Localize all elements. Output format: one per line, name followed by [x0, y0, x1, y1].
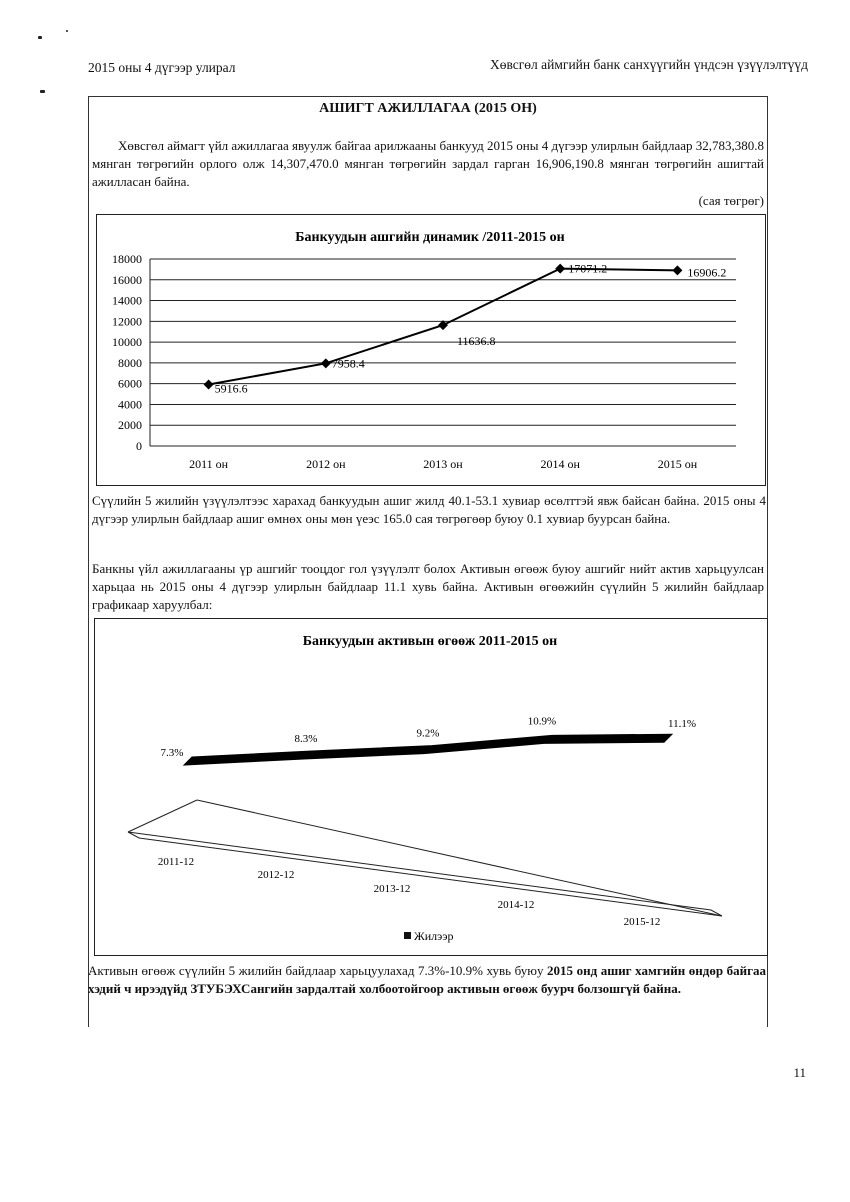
data-label: 17071.2	[568, 261, 608, 276]
data-label: 8.3%	[294, 733, 318, 745]
data-label: 7.3%	[160, 747, 184, 759]
x-tick-label: 2012-12	[257, 869, 295, 881]
x-tick-label: 2011-12	[157, 856, 195, 868]
y-tick-label: 8000	[118, 355, 142, 370]
y-tick-label: 18000	[112, 252, 142, 266]
floor-edge	[197, 800, 722, 916]
scan-speck	[66, 30, 68, 32]
page-header-right: Хөвсгөл аймгийн банк санхүүгийн үндсэн үзүүлэлтүүд	[489, 57, 808, 72]
x-tick-label: 2014-12	[497, 899, 535, 911]
data-label: 7958.4	[331, 356, 365, 371]
data-point	[672, 265, 682, 275]
data-label: 5916.6	[214, 381, 248, 396]
scan-speck	[38, 36, 42, 39]
roa-conclusion-paragraph	[88, 962, 766, 998]
data-point	[204, 380, 214, 390]
scan-speck	[40, 90, 45, 93]
x-tick-label: 2012 он	[306, 457, 346, 471]
legend-label: Жилээр	[414, 929, 454, 943]
section-title: АШИГТ АЖИЛЛАГАА (2015 ОН)	[319, 101, 537, 116]
x-tick-label: 2014 он	[540, 457, 580, 471]
conclusion-bold-text: 2015 онд ашиг хамгийн өндөр байгаа хэдий ч ирээдүйд ЗТУБЭХСангийн зардалтай холбоотойгоор активын өгөөж буурч болзошгүй байна.	[88, 963, 767, 996]
data-label: 9.2%	[416, 727, 440, 740]
chart-title: Банкуудын ашгийн динамик /2011-2015 он	[295, 230, 565, 245]
x-tick-label: 2015 он	[657, 457, 698, 471]
y-tick-label: 2000	[118, 418, 142, 433]
page-number: 11	[793, 1065, 806, 1080]
page-header-left: 2015 оны 4 дүгээр улирал	[88, 60, 236, 75]
data-label: 11.1%	[667, 718, 697, 731]
y-tick-label: 12000	[112, 314, 142, 329]
data-point	[555, 264, 565, 274]
x-tick-label: 2011 он	[189, 457, 229, 471]
y-tick-label: 4000	[118, 397, 142, 412]
intro-paragraph: Хөвсгөл аймагт үйл ажиллагаа явуулж байгаа арилжааны банкууд 2015 оны 4 дүгээр улирлын байдлаар 32,783,380.8 мянган төгрөгийн орлого олж 14,307,470.0 мянган төгрөгийн зардал гарган 16,906,190.8 мянган төгрөгийн ашигтай ажилласан байна.	[92, 138, 764, 189]
data-label: 16906.2	[687, 265, 727, 280]
legend-swatch	[404, 932, 411, 939]
y-tick-label: 0	[136, 439, 142, 453]
y-tick-label: 10000	[112, 335, 142, 350]
chart-legend	[404, 929, 453, 943]
y-tick-label: 14000	[112, 293, 142, 308]
conclusion-plain-text: Активын өгөөж сүүлийн 5 жилийн байдлаар харьцуулахад 7.3%-10.9% хувь буюу	[88, 963, 548, 978]
return-on-assets-chart	[94, 618, 766, 954]
floor-edge	[128, 800, 197, 832]
chart-title: Банкуудын активын өгөөж 2011-2015 он	[302, 634, 558, 649]
profit-analysis-paragraph: Сүүлийн 5 жилийн үзүүлэлтээс харахад банкуудын ашиг жилд 40.1-53.1 хувиар өсөлттэй явж байсан байна. 2015 оны 4 дүгээр улирлын байдлаар ашиг өмнөх оны мөн үеэс 165.0 сая төгрөгөөр буюу 0.1 хувиар буурсан байна.	[92, 493, 766, 526]
data-point	[321, 358, 331, 368]
data-label: 10.9%	[527, 715, 557, 728]
data-label: 11636.8	[457, 334, 496, 349]
profit-dynamics-chart	[96, 214, 764, 484]
x-tick-label: 2013-12	[373, 883, 411, 895]
chart-floor	[128, 832, 722, 916]
roa-intro-paragraph: Банкны үйл ажиллагааны үр ашгийг тооцдог гол үзүүлэлт болох Активын өгөөж буюу ашгийг нийт актив харьцуулсан харьцаа нь 2015 оны 4 дүгээр улирлын байдлаар 11.1 хувь байна. Активын өгөөжийн сүүлийн 5 жилийн байдлаар графикаар харуулбал:	[92, 561, 764, 612]
unit-label: (сая төгрөг)	[698, 193, 764, 208]
y-tick-label: 16000	[112, 272, 142, 287]
x-tick-label: 2013 он	[423, 457, 463, 471]
y-tick-label: 6000	[118, 376, 142, 391]
x-tick-label: 2015-12	[623, 916, 661, 928]
